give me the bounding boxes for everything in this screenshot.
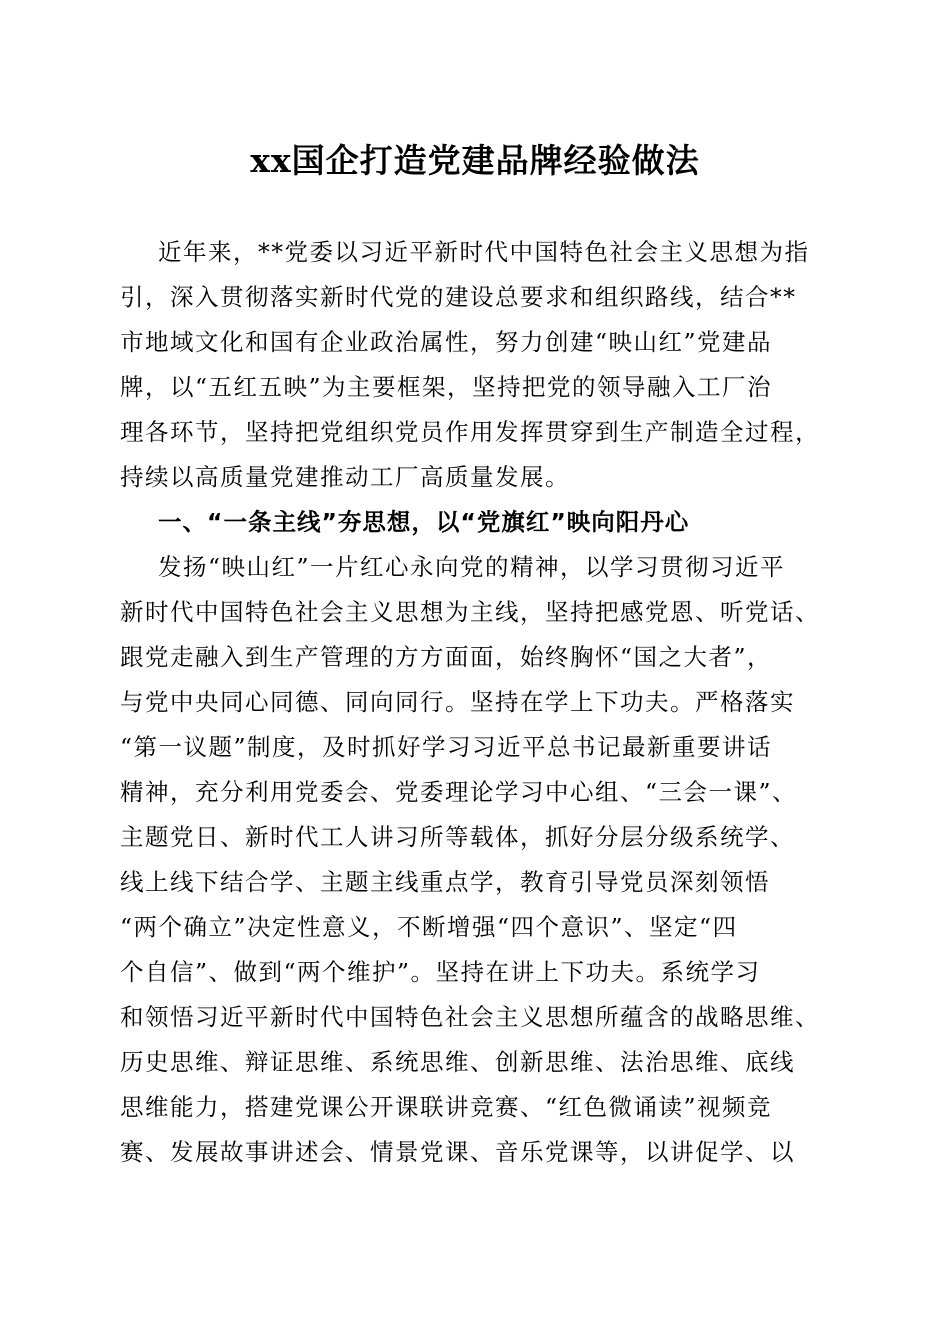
body-line: 思维能力，搭建党课公开课联讲竞赛、“红色微诵读”视频竞 <box>120 1093 773 1121</box>
intro-line: 近年来，**党委以习近平新时代中国特色社会主义思想为指 <box>158 238 810 266</box>
intro-line: 牌，以“五红五映”为主要框架，坚持把党的领导融入工厂治 <box>120 373 773 401</box>
body-line: 跟党走融入到生产管理的方方面面，始终胸怀“国之大者”， <box>120 643 773 671</box>
intro-line: 市地域文化和国有企业政治属性，努力创建“映山红”党建品 <box>120 328 773 356</box>
body-line: “两个确立”决定性意义，不断增强“四个意识”、坚定“四 <box>120 913 738 941</box>
intro-line: 理各环节，坚持把党组织党员作用发挥贯穿到生产制造全过程， <box>120 418 820 446</box>
body-line: 赛、发展故事讲述会、情景党课、音乐党课等，以讲促学、以 <box>120 1138 795 1166</box>
body-line: 与党中央同心同德、同向同行。坚持在学上下功夫。严格落实 <box>120 688 795 716</box>
body-line: 个自信”、做到“两个维护”。坚持在讲上下功夫。系统学习 <box>120 958 761 986</box>
section-heading: 一、“一条主线”夯思想，以“党旗红”映向阳丹心 <box>158 508 690 536</box>
intro-line: 持续以高质量党建推动工厂高质量发展。 <box>120 463 570 491</box>
body-line: 历史思维、辩证思维、系统思维、创新思维、法治思维、底线 <box>120 1048 795 1076</box>
body-line: 精神，充分利用党委会、党委理论学习中心组、“三会一课”、 <box>120 778 798 806</box>
body-line: 和领悟习近平新时代中国特色社会主义思想所蕴含的战略思维、 <box>120 1003 820 1031</box>
body-line: 主题党日、新时代工人讲习所等载体，抓好分层分级系统学、 <box>120 823 795 851</box>
body-line: 发扬“映山红”一片红心永向党的精神，以学习贯彻习近平 <box>158 553 786 581</box>
page-title: xx国企打造党建品牌经验做法 <box>250 141 700 180</box>
body-line: 线上线下结合学、主题主线重点学，教育引导党员深刻领悟 <box>120 868 770 896</box>
body-line: “第一议题”制度，及时抓好学习习近平总书记最新重要讲话 <box>120 733 773 761</box>
body-line: 新时代中国特色社会主义思想为主线，坚持把感党恩、听党话、 <box>120 598 820 626</box>
intro-line: 引，深入贯彻落实新时代党的建设总要求和组织路线，结合** <box>120 283 797 311</box>
